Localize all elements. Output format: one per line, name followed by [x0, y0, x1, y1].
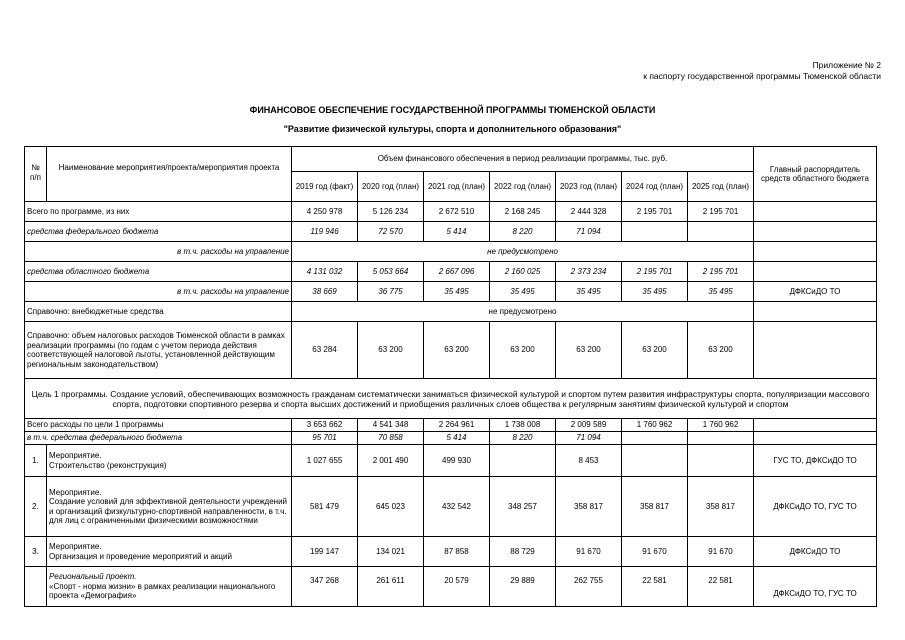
cell-value: 2 001 490: [358, 445, 424, 477]
cell-value: 2 160 025: [490, 262, 556, 282]
cell-value: 35 495: [556, 282, 622, 302]
cell-value: [622, 445, 688, 477]
cell-value: 1 760 962: [622, 419, 688, 432]
cell-value: 20 579: [424, 567, 490, 607]
cell-value: 2 195 701: [688, 202, 754, 222]
cell-value: 134 021: [358, 537, 424, 567]
row-label: Справочно: объем налоговых расходов Тюменской области в рамках реализации программы (по годам с учетом периода действия соответствующей налоговой льготы, установленной действующим региональным законодательством): [25, 322, 292, 379]
table-row: [25, 537, 877, 567]
cell-value: 35 495: [688, 282, 754, 302]
cell-manager: [754, 262, 877, 282]
cell-value: 5 053 664: [358, 262, 424, 282]
cell-value: 72 570: [358, 222, 424, 242]
cell-value: 8 220: [490, 432, 556, 445]
cell-value: 1 738 008: [490, 419, 556, 432]
cell-value: 2 264 961: [424, 419, 490, 432]
cell-value: 4 131 032: [292, 262, 358, 282]
cell-value: 5 414: [424, 432, 490, 445]
item-name: Строительство (реконструкция): [49, 460, 167, 470]
cell-value: 3 653 662: [292, 419, 358, 432]
cell-value: 581 479: [292, 477, 358, 537]
item-name: Организация и проведение мероприятий и акций: [49, 551, 232, 561]
row-label: в т.ч. расходы на управление: [25, 242, 292, 262]
cell-value: 63 200: [622, 322, 688, 379]
cell-value: 63 200: [424, 322, 490, 379]
table-row: [25, 302, 877, 322]
cell-value: 358 817: [688, 477, 754, 537]
cell-value: 2 168 245: [490, 202, 556, 222]
document-title: ФИНАНСОВОЕ ОБЕСПЕЧЕНИЕ ГОСУДАРСТВЕННОЙ ПРОГРАММЫ ТЮМЕНСКОЙ ОБЛАСТИ: [249, 105, 656, 115]
row-label: [47, 445, 292, 477]
row-label: в т.ч. расходы на управление: [25, 282, 292, 302]
col-header-name: Наименование мероприятия/проекта/мероприятия проекта: [47, 147, 292, 202]
goal-heading: Цель 1 программы. Создание условий, обеспечивающих возможность гражданам систематически заниматься физической культурой и спортом путем развития инфраструктуры спорта, популяризации массового спорта, подготовки спортивного резерва и спорта высших достижений и приобщения различных слоев общества к регулярным занятиям физической культурой и спортом: [25, 379, 877, 419]
table-row: [25, 202, 877, 222]
row-number: 3.: [25, 537, 47, 567]
cell-value: 499 930: [424, 445, 490, 477]
cell-value: 63 200: [490, 322, 556, 379]
cell-value: 70 858: [358, 432, 424, 445]
row-label: Всего по программе, из них: [25, 202, 292, 222]
table-row: [25, 445, 877, 477]
appendix-line-2: к паспорту государственной программы Тюменской области: [643, 71, 881, 81]
cell-value: 2 009 589: [556, 419, 622, 432]
cell-value: 2 373 234: [556, 262, 622, 282]
cell-value: 261 611: [358, 567, 424, 607]
cell-value: 2 667 096: [424, 262, 490, 282]
cell-manager: [754, 322, 877, 379]
cell-value: 22 581: [688, 567, 754, 607]
row-label: [47, 537, 292, 567]
cell-manager: [754, 419, 877, 432]
year-header: 2024 год (план): [622, 172, 688, 202]
col-header-num: № п/п: [25, 147, 47, 202]
cell-manager: ДФКСиДО ТО: [754, 537, 877, 567]
cell-manager: ДФКСиДО ТО: [754, 282, 877, 302]
table-row: [25, 432, 877, 445]
cell-value: 71 094: [556, 432, 622, 445]
cell-value: 262 755: [556, 567, 622, 607]
goal-row: [25, 379, 877, 419]
table-row: [25, 242, 877, 262]
cell-value: 38 669: [292, 282, 358, 302]
cell-value: 2 195 701: [622, 202, 688, 222]
row-label: Справочно: внебюджетные средства: [25, 302, 292, 322]
cell-value: 35 495: [490, 282, 556, 302]
cell-manager: [754, 222, 877, 242]
item-name: Создание условий для эффективной деятельности учреждений и организаций физкультурно-спортивной направленности, в т.ч. для лиц с ограниченными физическими возможностями: [49, 497, 288, 525]
year-header: 2020 год (план): [358, 172, 424, 202]
cell-value: 358 817: [556, 477, 622, 537]
cell-value: 645 023: [358, 477, 424, 537]
col-header-volume: Объем финансового обеспечения в период реализации программы, тыс. руб.: [292, 147, 754, 172]
cell-value: 95 701: [292, 432, 358, 445]
cell-value: 4 541 348: [358, 419, 424, 432]
cell-value: 8 220: [490, 222, 556, 242]
cell-value: 2 195 701: [688, 262, 754, 282]
cell-value: [622, 432, 688, 445]
table-row: [25, 419, 877, 432]
cell-value: [688, 445, 754, 477]
table-row: [25, 567, 877, 607]
cell-manager: ДФКСиДО ТО, ГУС ТО: [754, 567, 877, 607]
financing-table: [24, 146, 877, 607]
item-kind: Мероприятие.: [49, 451, 102, 460]
cell-value: 5 414: [424, 222, 490, 242]
year-header: 2021 год (план): [424, 172, 490, 202]
cell-value: 2 195 701: [622, 262, 688, 282]
cell-value: 63 200: [358, 322, 424, 379]
cell-manager: ДФКСиДО ТО, ГУС ТО: [754, 477, 877, 537]
cell-value: 91 670: [688, 537, 754, 567]
appendix-note: [643, 60, 881, 82]
item-kind: Мероприятие.: [49, 542, 102, 551]
cell-value: 119 946: [292, 222, 358, 242]
cell-value: 348 257: [490, 477, 556, 537]
cell-value: 347 268: [292, 567, 358, 607]
item-name: «Спорт - норма жизни» в рамках реализации национального проекта «Демография»: [49, 581, 276, 601]
merged-value: не предусмотрено: [292, 302, 754, 322]
row-number: 2.: [25, 477, 47, 537]
row-number: [25, 567, 47, 607]
cell-value: 2 444 328: [556, 202, 622, 222]
row-number: 1.: [25, 445, 47, 477]
cell-value: 88 729: [490, 537, 556, 567]
year-header: 2022 год (план): [490, 172, 556, 202]
cell-value: 91 670: [556, 537, 622, 567]
cell-value: 1 027 655: [292, 445, 358, 477]
cell-value: 29 889: [490, 567, 556, 607]
table-row: [25, 282, 877, 302]
cell-value: 63 200: [556, 322, 622, 379]
cell-value: 63 200: [688, 322, 754, 379]
cell-value: 2 672 510: [424, 202, 490, 222]
row-label: средства областного бюджета: [25, 262, 292, 282]
cell-value: 35 495: [622, 282, 688, 302]
cell-value: [490, 445, 556, 477]
cell-value: 8 453: [556, 445, 622, 477]
cell-manager: [754, 432, 877, 445]
cell-value: [688, 222, 754, 242]
document-subtitle: "Развитие физической культуры, спорта и дополнительного образования": [283, 124, 622, 134]
year-header: 2025 год (план): [688, 172, 754, 202]
cell-value: 87 858: [424, 537, 490, 567]
table-row: [25, 477, 877, 537]
cell-manager: [754, 302, 877, 322]
appendix-line-1: Приложение № 2: [812, 60, 881, 70]
cell-value: 199 147: [292, 537, 358, 567]
col-header-manager: Главный распорядитель средств областного бюджета: [754, 147, 877, 202]
table-row: [25, 262, 877, 282]
cell-value: 63 284: [292, 322, 358, 379]
cell-value: 71 094: [556, 222, 622, 242]
cell-value: 91 670: [622, 537, 688, 567]
year-header: 2019 год (факт): [292, 172, 358, 202]
table-row: [25, 222, 877, 242]
cell-manager: [754, 202, 877, 222]
cell-value: 36 775: [358, 282, 424, 302]
item-kind: Региональный проект.: [49, 572, 137, 582]
cell-value: 358 817: [622, 477, 688, 537]
item-kind: Мероприятие.: [49, 487, 102, 497]
row-label: Всего расходы по цели 1 программы: [25, 419, 292, 432]
table-row: [25, 322, 877, 379]
cell-value: 22 581: [622, 567, 688, 607]
year-header: 2023 год (план): [556, 172, 622, 202]
merged-value: не предусмотрено: [292, 242, 754, 262]
cell-value: 5 126 234: [358, 202, 424, 222]
cell-value: 35 495: [424, 282, 490, 302]
row-label: средства федерального бюджета: [25, 222, 292, 242]
cell-manager: [754, 242, 877, 262]
cell-value: [622, 222, 688, 242]
cell-value: 1 760 962: [688, 419, 754, 432]
cell-manager: ГУС ТО, ДФКСиДО ТО: [754, 445, 877, 477]
cell-value: 4 250 978: [292, 202, 358, 222]
row-label: в т.ч. средства федерального бюджета: [25, 432, 292, 445]
cell-value: [688, 432, 754, 445]
row-label: [47, 567, 292, 607]
row-label: [47, 477, 292, 537]
cell-value: 432 542: [424, 477, 490, 537]
header-row-1: [25, 147, 877, 172]
